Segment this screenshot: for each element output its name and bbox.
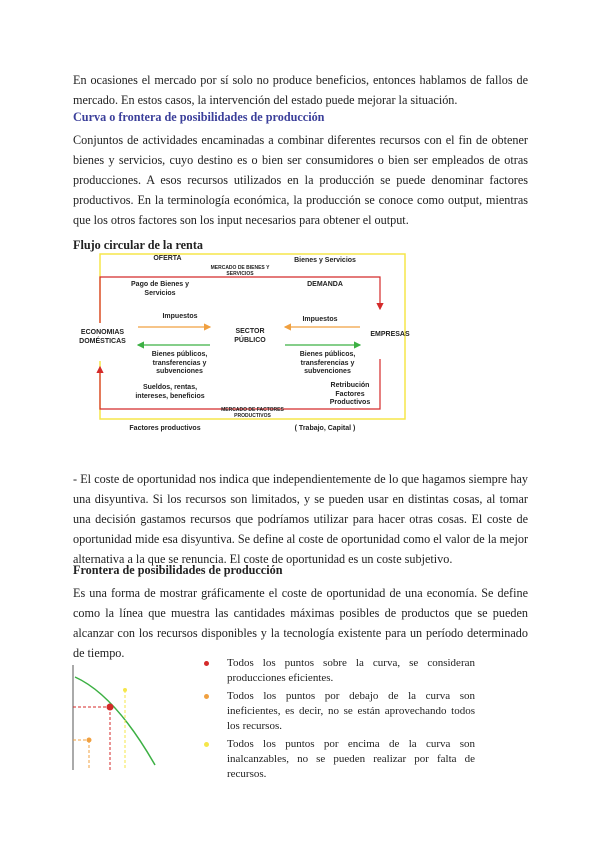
orange-bullet-icon <box>204 694 209 699</box>
unreachable-point <box>123 688 127 692</box>
label-bienes-servicios: Bienes y Servicios <box>294 257 356 264</box>
bullet-efficient-text: Todos los puntos sobre la curva, se consideran producciones eficientes. <box>227 657 475 684</box>
section-title-ppf: Curva o frontera de posibilidades de producción <box>73 110 325 124</box>
efficient-point <box>107 704 114 711</box>
production-paragraph: Conjuntos de actividades encaminadas a combinar diferentes recursos con el fin de obtener bienes y servicios, cuyo destino es o bien ser consumidores o bien ser empleados de otras producciones. A esos recursos utilizados en la producción se puede denominar factores productivos. En la terminología económica, la producción se conoce como output, mientras que los otros factores son los input necesarios para obtener el output. <box>73 133 528 227</box>
label-bienes-publicos-left: Bienes públicos, transferencias y subvenciones <box>151 351 208 375</box>
label-mercado-factores: MERCADO DE FACTORES PRODUCTIVOS <box>221 407 284 419</box>
label-factores-productivos: Factores productivos <box>129 425 201 432</box>
frontier-paragraph: Es una forma de mostrar gráficamente el coste de oportunidad de una economía. Se define como la línea que muestra las cantidades máximas posibles de productos que se pueden alcanzar con los recursos disponibles y la tecnología existente para un período determinado de tiempo. <box>73 586 528 660</box>
opportunity-cost-paragraph: - El coste de oportunidad nos indica que independientemente de lo que hagamos siempre hay una disyuntiva. Si los recursos son limitados, y se pueden usar en distintas cosas, al tomar una decisión gastamos recursos que podríamos utilizar para hacer otras cosas. El coste de oportunidad mide esa disyuntiva. Se define al coste de oportunidad como el valor de la mejor alternativa a la que se renuncia. El coste de oportunidad es un coste subjetivo. <box>73 472 528 566</box>
label-economias-domesticas: ECONOMIAS DOMÉSTICAS <box>79 329 126 345</box>
bullet-inefficient <box>200 689 475 734</box>
label-bienes-publicos-right: Bienes públicos, transferencias y subvenciones <box>299 351 356 375</box>
circular-flow-diagram <box>70 249 415 439</box>
bullet-unreachable <box>200 737 475 782</box>
red-bullet-icon <box>204 661 209 666</box>
label-sueldos: Sueldos, rentas, intereses, beneficios <box>135 384 205 400</box>
ppf-curve <box>75 677 155 765</box>
bullet-unreachable-text: Todos los puntos por encima de la curva son inalcanzables, no se pueden realizar por falta de recursos. <box>227 738 475 780</box>
label-empresas: EMPRESAS <box>370 331 410 338</box>
ppf-graph <box>70 665 165 770</box>
label-impuestos-right: Impuestos <box>302 316 338 323</box>
label-retribucion: Retribución Factores Productivos <box>329 382 371 406</box>
intro-paragraph: En ocasiones el mercado por sí solo no produce beneficios, entonces hablamos de fallos de mercado. En estos casos, la intervención del estado puede mejorar la situación. <box>73 73 528 107</box>
inefficient-point <box>87 738 92 743</box>
ppf-bullet-list <box>200 656 475 785</box>
section-title-circular-flow: Flujo circular de la renta <box>73 238 203 252</box>
bullet-efficient <box>200 656 475 686</box>
label-mercado-bienes: MERCADO DE BIENES Y SERVICIOS <box>210 265 270 277</box>
section-title-frontier: Frontera de posibilidades de producción <box>73 563 283 577</box>
label-oferta: OFERTA <box>153 255 182 262</box>
label-sector-publico: SECTOR PÚBLICO <box>234 328 266 344</box>
yellow-bullet-icon <box>204 742 209 747</box>
label-demanda: DEMANDA <box>307 281 343 288</box>
label-pago-bienes: Pago de Bienes y Servicios <box>131 281 189 297</box>
bullet-inefficient-text: Todos los puntos por debajo de la curva son ineficientes, es decir, no se están aprovechando todos los recursos. <box>227 690 475 732</box>
label-impuestos-left: Impuestos <box>162 313 198 320</box>
label-trabajo-capital: ( Trabajo, Capital ) <box>294 425 356 432</box>
